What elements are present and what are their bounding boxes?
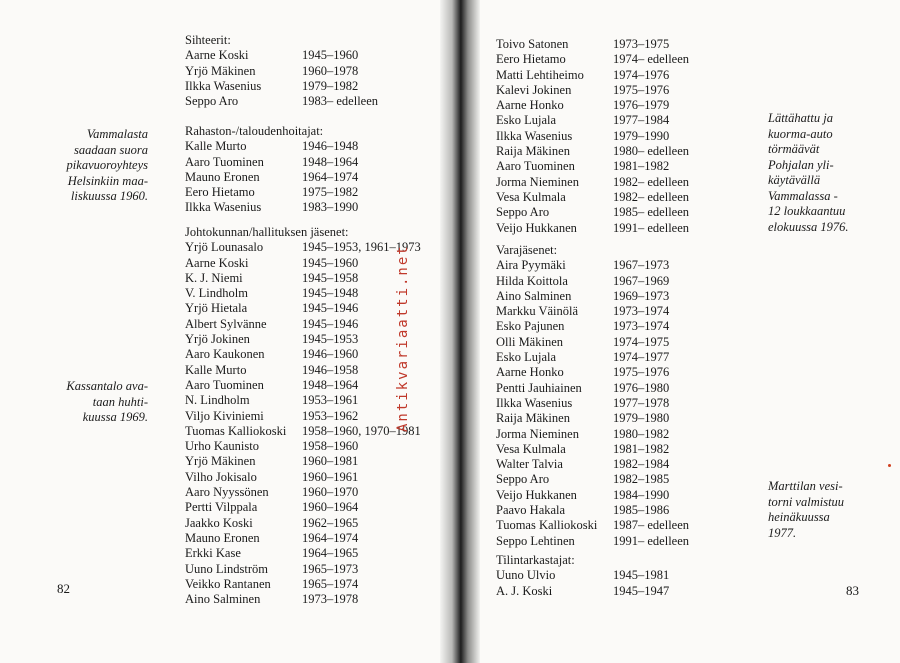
list-item	[496, 534, 689, 549]
term-years: 1982– edelleen	[613, 189, 690, 204]
treasurers-list	[185, 139, 358, 215]
list-item	[496, 568, 669, 583]
list-item	[185, 139, 358, 154]
page-number-right: 83	[846, 583, 859, 598]
term-years: 1945–1946	[302, 316, 359, 331]
term-years: 1973–1974	[613, 304, 670, 319]
list-item	[185, 378, 421, 393]
person-name: Matti Lehtiheimo	[496, 67, 584, 82]
note-line: saadaan suora	[74, 142, 148, 157]
auditors-section	[496, 553, 669, 599]
list-item	[496, 258, 689, 273]
person-name: Jorma Nieminen	[496, 426, 579, 441]
person-name: Tuomas Kalliokoski	[185, 423, 287, 438]
person-name: Uuno Lindström	[185, 561, 268, 576]
term-years: 1965–1973	[302, 561, 359, 576]
list-item	[496, 129, 689, 144]
list-item	[185, 424, 421, 439]
list-item	[185, 317, 421, 332]
person-name: Seppo Lehtinen	[496, 533, 575, 548]
deputy-members-section	[496, 243, 689, 549]
person-name: Urho Kaunisto	[185, 439, 259, 454]
person-name: K. J. Niemi	[185, 270, 243, 285]
term-years: 1982–1984	[613, 457, 670, 472]
list-item	[496, 319, 689, 334]
note-line: törmäävät	[768, 142, 820, 156]
term-years: 1945–1948	[302, 286, 359, 301]
person-name: Ilkka Wasenius	[185, 78, 262, 93]
section-heading: Johtokunnan/hallituksen jäsenet:	[185, 225, 349, 239]
board-members-continued-list	[496, 37, 689, 236]
note-line: kuorma-auto	[768, 126, 833, 141]
person-name: Eero Hietamo	[496, 52, 566, 67]
term-years: 1975–1982	[302, 185, 359, 200]
term-years: 1960–1970	[302, 485, 359, 500]
person-name: Aaro Tuominen	[185, 377, 264, 392]
list-item	[185, 271, 421, 286]
person-name: Walter Talvia	[496, 457, 563, 472]
person-name: Jaakko Koski	[185, 515, 253, 530]
term-years: 1973–1978	[302, 592, 359, 607]
list-item	[185, 409, 421, 424]
term-years: 1991– edelleen	[613, 220, 690, 235]
person-name: Viljo Kiviniemi	[185, 408, 264, 423]
term-years: 1945–1953	[302, 332, 359, 347]
term-years: 1976–1979	[613, 98, 670, 113]
note-line: pikavuoroyhteys	[66, 158, 148, 172]
term-years: 1960–1961	[302, 469, 359, 484]
term-years: 1974–1976	[613, 67, 670, 82]
board-members-section	[185, 225, 421, 607]
margin-note-bus	[67, 127, 148, 205]
person-name: Veijo Hukkanen	[496, 220, 577, 235]
list-item	[496, 175, 689, 190]
list-item	[496, 83, 689, 98]
person-name: Mauno Eronen	[185, 169, 260, 184]
note-line: Vammalasta	[86, 127, 148, 141]
list-item	[496, 411, 689, 426]
board-members-list	[185, 240, 421, 607]
term-years: 1958–1960	[302, 439, 359, 454]
person-name: Aarne Koski	[185, 48, 249, 63]
list-item	[496, 289, 689, 304]
section-heading: Varajäsenet:	[496, 243, 558, 257]
term-years: 1980–1982	[613, 426, 670, 441]
list-item	[185, 454, 421, 469]
term-years: 1945–1960	[302, 255, 359, 270]
term-years: 1985– edelleen	[613, 205, 690, 220]
person-name: Ilkka Wasenius	[496, 395, 573, 410]
note-line: Lättähattu ja	[768, 111, 833, 125]
person-name: Olli Mäkinen	[496, 334, 564, 349]
person-name: Seppo Aro	[185, 94, 239, 109]
term-years: 1958–1960, 1970–1981	[302, 423, 421, 438]
term-years: 1962–1965	[302, 515, 359, 530]
list-item	[496, 503, 689, 518]
note-line: liskuussa 1960.	[70, 189, 148, 203]
section-heading: Sihteerit:	[185, 33, 231, 47]
list-item	[185, 347, 421, 362]
term-years: 1946–1960	[302, 347, 359, 362]
list-item	[185, 500, 421, 515]
person-name: Kalle Murto	[185, 139, 247, 154]
term-years: 1975–1976	[613, 82, 670, 97]
auditors-list	[496, 568, 669, 599]
term-years: 1964–1974	[302, 169, 359, 184]
person-name: Paavo Hakala	[496, 503, 566, 518]
person-name: Aarne Honko	[496, 365, 564, 380]
list-item	[185, 516, 421, 531]
term-years: 1967–1969	[613, 273, 670, 288]
secretaries-section	[185, 33, 378, 109]
note-line: Pohjalan yli-	[768, 157, 834, 172]
term-years: 1991– edelleen	[613, 533, 690, 548]
list-item	[185, 200, 358, 215]
person-name: Vesa Kulmala	[496, 441, 566, 456]
term-years: 1945–1958	[302, 270, 359, 285]
watermark-stamp: Antikvariaatti.net	[395, 244, 411, 432]
list-item	[496, 488, 689, 503]
list-item	[496, 274, 689, 289]
term-years: 1979–1990	[613, 128, 670, 143]
note-line: Vammalassa -	[768, 188, 838, 203]
list-item	[496, 190, 689, 205]
person-name: Markku Väinölä	[496, 304, 579, 319]
list-item	[496, 221, 689, 236]
margin-note-kassantalo	[66, 379, 148, 426]
person-name: Mauno Eronen	[185, 530, 260, 545]
term-years: 1977–1984	[613, 113, 670, 128]
list-item	[496, 350, 689, 365]
person-name: Jorma Nieminen	[496, 174, 579, 189]
person-name: Vesa Kulmala	[496, 189, 566, 204]
person-name: Pertti Vilppala	[185, 500, 258, 515]
person-name: Veikko Rantanen	[185, 576, 271, 591]
person-name: Seppo Aro	[496, 205, 550, 220]
person-name: Tuomas Kalliokoski	[496, 518, 598, 533]
person-name: Esko Lujala	[496, 350, 557, 365]
list-item	[185, 64, 378, 79]
person-name: Aaro Tuominen	[496, 159, 575, 174]
term-years: 1983–1990	[302, 200, 359, 215]
list-item	[185, 439, 421, 454]
person-name: Yrjö Mäkinen	[185, 454, 256, 469]
list-item	[496, 304, 689, 319]
term-years: 1973–1974	[613, 319, 670, 334]
person-name: Erkki Kase	[185, 546, 241, 561]
person-name: Seppo Aro	[496, 472, 550, 487]
term-years: 1964–1965	[302, 546, 359, 561]
list-item	[496, 52, 689, 67]
note-line: Marttilan vesi-	[768, 479, 843, 493]
person-name: Albert Sylvänne	[185, 316, 267, 331]
term-years: 1982–1985	[613, 472, 670, 487]
list-item	[496, 68, 689, 83]
person-name: Aarne Koski	[185, 255, 249, 270]
term-years: 1979–1982	[302, 78, 359, 93]
term-years: 1960–1978	[302, 63, 359, 78]
term-years: 1981–1982	[613, 441, 670, 456]
term-years: 1948–1964	[302, 154, 359, 169]
term-years: 1960–1981	[302, 454, 359, 469]
board-members-continued	[496, 37, 689, 236]
note-line: käytävällä	[768, 173, 821, 187]
note-line: 1977.	[768, 525, 797, 540]
person-name: Aino Salminen	[185, 592, 261, 607]
list-item	[185, 562, 421, 577]
ink-speck	[888, 464, 891, 467]
term-years: 1945–1953, 1961–1973	[302, 240, 421, 255]
term-years: 1946–1948	[302, 139, 359, 154]
term-years: 1982– edelleen	[613, 174, 690, 189]
person-name: N. Lindholm	[185, 393, 250, 408]
person-name: Eero Hietamo	[185, 185, 255, 200]
list-item	[185, 94, 378, 109]
list-item	[185, 256, 421, 271]
list-item	[496, 396, 689, 411]
person-name: Yrjö Mäkinen	[185, 63, 256, 78]
term-years: 1976–1980	[613, 380, 670, 395]
margin-note-railcar-accident	[768, 111, 849, 235]
secretaries-list	[185, 48, 378, 109]
person-name: Aaro Tuominen	[185, 154, 264, 169]
term-years: 1980– edelleen	[613, 144, 690, 159]
person-name: Veijo Hukkanen	[496, 487, 577, 502]
margin-note-water-tower	[768, 479, 844, 541]
person-name: Kalle Murto	[185, 362, 247, 377]
person-name: Aira Pyymäki	[496, 258, 566, 273]
term-years: 1981–1982	[613, 159, 670, 174]
term-years: 1946–1958	[302, 362, 359, 377]
note-line: kuussa 1969.	[82, 410, 148, 424]
term-years: 1984–1990	[613, 487, 670, 502]
list-item	[185, 240, 421, 255]
list-item	[185, 546, 421, 561]
person-name: Yrjö Hietala	[185, 301, 248, 316]
term-years: 1974– edelleen	[613, 52, 690, 67]
list-item	[496, 98, 689, 113]
person-name: Pentti Jauhiainen	[496, 380, 582, 395]
treasurers-section	[185, 124, 358, 216]
list-item	[185, 185, 358, 200]
section-heading: Tilintarkastajat:	[496, 553, 575, 567]
list-item	[496, 472, 689, 487]
list-item	[185, 332, 421, 347]
list-item	[185, 155, 358, 170]
person-name: Uuno Ulvio	[496, 568, 556, 583]
list-item	[185, 48, 378, 63]
list-item	[185, 592, 421, 607]
book-gutter	[440, 0, 480, 663]
list-item	[185, 531, 421, 546]
list-item	[185, 470, 421, 485]
person-name: Vilho Jokisalo	[185, 469, 257, 484]
list-item	[496, 113, 689, 128]
list-item	[185, 170, 358, 185]
section-heading: Rahaston-/taloudenhoitajat:	[185, 124, 324, 138]
term-years: 1953–1961	[302, 393, 359, 408]
term-years: 1953–1962	[302, 408, 359, 423]
term-years: 1969–1973	[613, 288, 670, 303]
person-name: Raija Mäkinen	[496, 144, 570, 159]
list-item	[496, 518, 689, 533]
list-item	[496, 457, 689, 472]
term-years: 1960–1964	[302, 500, 359, 515]
person-name: Aarne Honko	[496, 98, 564, 113]
list-item	[496, 427, 689, 442]
person-name: Toivo Satonen	[496, 37, 569, 51]
list-item	[185, 577, 421, 592]
deputy-members-list	[496, 258, 689, 549]
person-name: Ilkka Wasenius	[185, 200, 262, 215]
list-item	[496, 159, 689, 174]
term-years: 1979–1980	[613, 411, 670, 426]
term-years: 1945–1981	[613, 568, 670, 583]
page-number-left: 82	[57, 581, 70, 596]
person-name: Yrjö Jokinen	[185, 332, 250, 347]
person-name: Aaro Nyyssönen	[185, 485, 269, 500]
term-years: 1945–1960	[302, 48, 359, 63]
list-item	[185, 301, 421, 316]
person-name: V. Lindholm	[185, 286, 248, 301]
note-line: elokuussa 1976.	[768, 219, 849, 234]
person-name: Yrjö Lounasalo	[185, 240, 264, 255]
term-years: 1977–1978	[613, 395, 670, 410]
list-item	[185, 286, 421, 301]
term-years: 1983– edelleen	[302, 94, 379, 109]
note-line: Kassantalo ava-	[66, 379, 148, 393]
term-years: 1964–1974	[302, 530, 359, 545]
person-name: Esko Pajunen	[496, 319, 565, 334]
person-name: Kalevi Jokinen	[496, 82, 572, 97]
list-item	[496, 144, 689, 159]
person-name: Hilda Koittola	[496, 273, 568, 288]
list-item	[496, 584, 669, 599]
list-item	[185, 363, 421, 378]
list-item	[185, 79, 378, 94]
note-line: taan huhti-	[92, 394, 148, 409]
term-years: 1975–1976	[613, 365, 670, 380]
note-line: heinäkuussa	[768, 510, 830, 524]
list-item	[496, 365, 689, 380]
person-name: Aaro Kaukonen	[185, 347, 265, 362]
person-name: A. J. Koski	[496, 583, 553, 598]
list-item	[496, 381, 689, 396]
list-item	[496, 442, 689, 457]
list-item	[496, 335, 689, 350]
term-years: 1945–1946	[302, 301, 359, 316]
term-years: 1948–1964	[302, 377, 359, 392]
list-item	[185, 393, 421, 408]
person-name: Esko Lujala	[496, 113, 557, 128]
note-line: Helsinkiin maa-	[67, 173, 148, 188]
term-years: 1985–1986	[613, 503, 670, 518]
term-years: 1974–1977	[613, 350, 670, 365]
person-name: Aino Salminen	[496, 288, 572, 303]
list-item	[496, 37, 689, 52]
term-years: 1973–1975	[613, 37, 670, 51]
list-item	[185, 485, 421, 500]
person-name: Ilkka Wasenius	[496, 128, 573, 143]
term-years: 1967–1973	[613, 258, 670, 273]
term-years: 1987– edelleen	[613, 518, 690, 533]
note-line: torni valmistuu	[768, 494, 845, 509]
note-line: 12 loukkaantuu	[768, 204, 846, 218]
term-years: 1945–1947	[613, 583, 670, 598]
person-name: Raija Mäkinen	[496, 411, 570, 426]
term-years: 1974–1975	[613, 334, 670, 349]
term-years: 1965–1974	[302, 576, 359, 591]
list-item	[496, 205, 689, 220]
